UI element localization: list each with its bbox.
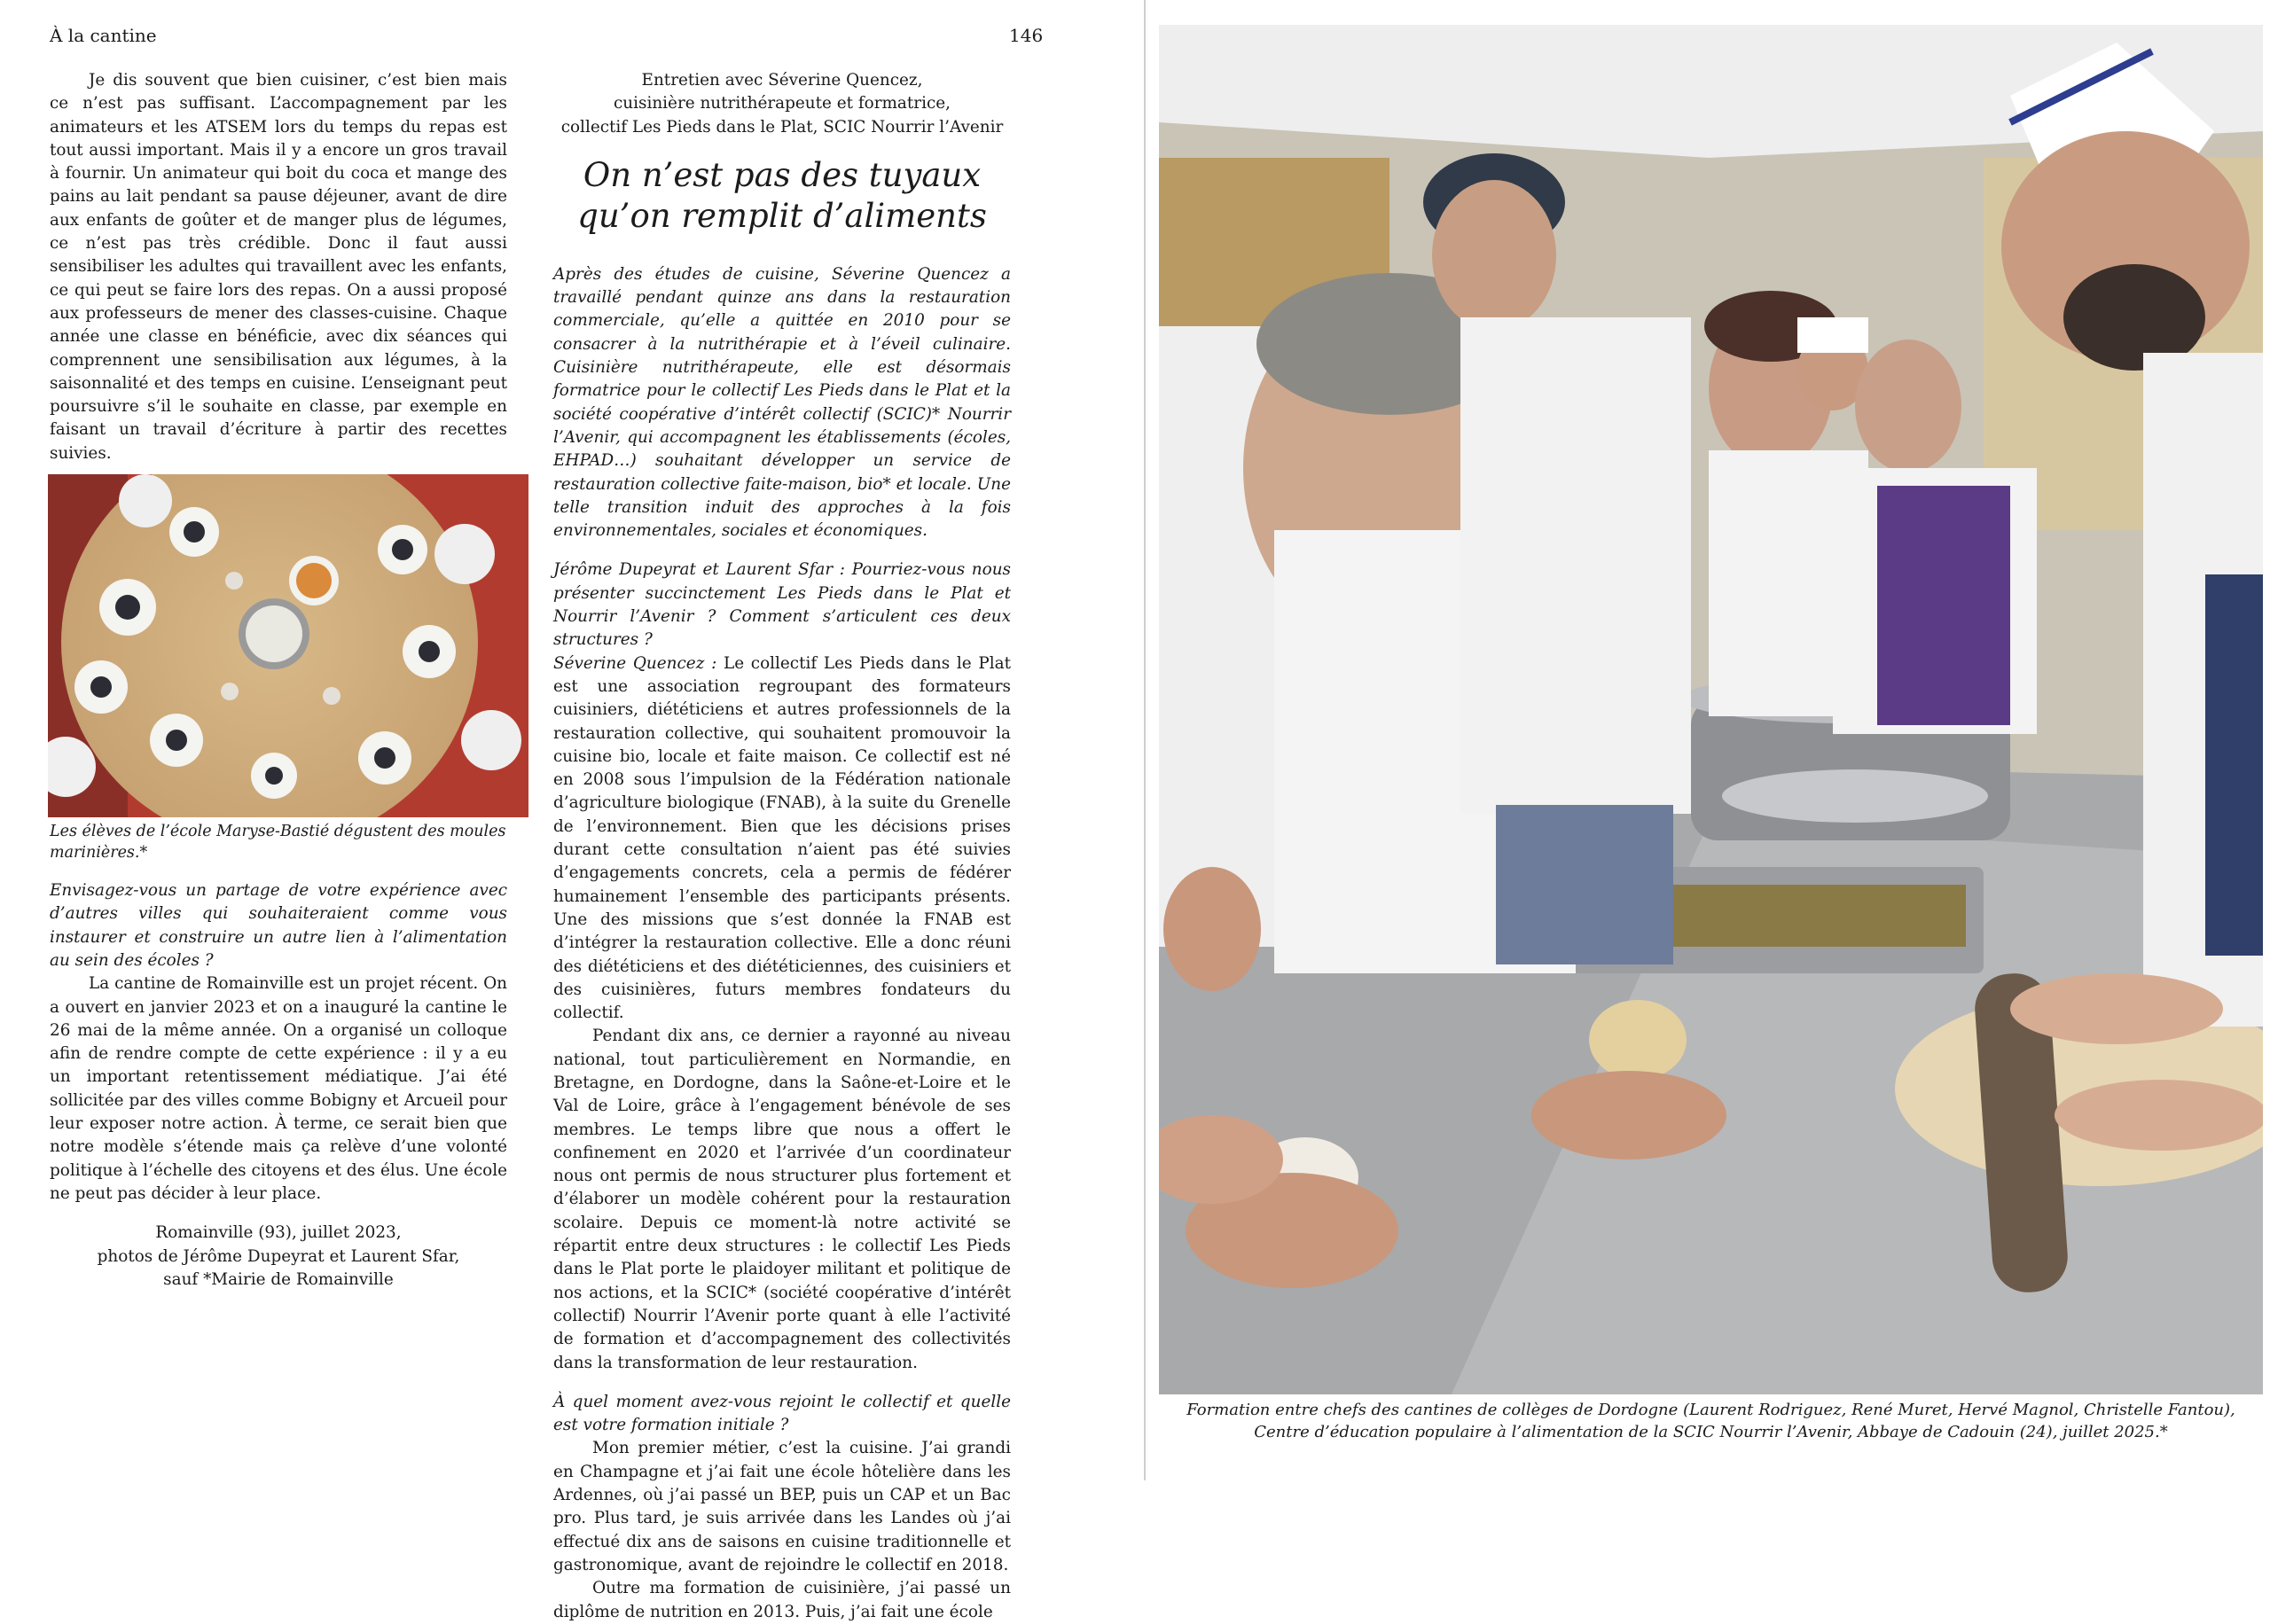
interview-head-line-3: collectif Les Pieds dans le Plat, SCIC Nourrir l’Avenir (560, 117, 1004, 137)
running-head: À la cantine (50, 25, 157, 46)
headline-line-1: On n’est pas des tuyaux (583, 155, 982, 194)
question-2: À quel moment avez-vous rejoint le collectif et quelle est votre formation initiale ? (553, 1392, 1011, 1435)
headline-line-2: qu’on remplit d’aliments (577, 196, 987, 235)
answer-1-speaker: Séverine Quencez : (553, 653, 717, 673)
chefs-training-photo (1159, 25, 2263, 1394)
answer-2-paragraph-2: Outre ma formation de cuisinière, j’ai passé un diplôme de nutrition en 2013. Puis, j’ai fait une école (553, 1579, 1011, 1621)
left-photo-caption: Les élèves de l’école Maryse-Bastié dégustent des moules marinières.* (50, 823, 506, 863)
chefs-training-illustration (1159, 25, 2263, 1394)
question-romainville: Envisagez-vous un partage de votre expérience avec d’autres villes qui souhaiteraient comme vous instaurer et construire un autre lien à l’alimentation au sein des écoles ? (50, 881, 507, 970)
page-number: 146 (1009, 25, 1044, 46)
answer-1-paragraph-2: Pendant dix ans, ce dernier a rayonné au niveau national, tout particulièrement en Normandie, en Bretagne, en Dordogne, dans la Saône-et-Loire et le Val de Loire, grâce à l’engagement bénévole de ses membres. Le temps libre que nous a offert le confinement en 2020 et l’arrivée d’un coordinateur nous ont permis de nous structurer plus fortement et d’élaborer un modèle cohérent pour la restauration scolaire. Depuis ce moment-là notre activité se répartit entre deux structures : le collectif Les Pieds dans le Plat porte le plaidoyer militant et politique de nos actions, et la SCIC* (société coopérative d’intérêt collectif) Nourrir l’Avenir porte quant à elle l’activité de formation et d’accompagnement des collectivités dans la transformation de leur restauration. (553, 1027, 1011, 1372)
right-photo-caption (1159, 1399, 2263, 1443)
right-caption-line-2: Centre d’éducation populaire à l’alimentation de la SCIC Nourrir l’Avenir, Abbaye de Cadouin (24), juillet 2025.* (1254, 1423, 2168, 1441)
right-column (553, 69, 1011, 1624)
answer-1-text: Le collectif Les Pieds dans le Plat est une association regroupant des formateurs cuisiniers, diététiciens et autres professionnels de la restauration collective, qui souhaitent promouvoir la cuisine bio, locale et faite maison. Ce collectif est né en 2008 sous l’impulsion de la Fédération nationale d’agriculture biologique (FNAB), à la suite du Grenelle de l’environnement. Bien que les décisions prises durant cette consultation n’aient pas été suivies d’engagements concrets, cela a permis de fédérer humainement l’ensemble des participants présents. Une des missions que s’est donnée la FNAB est d’intégrer la restauration collective. Elle a donc réuni des diététiciens et des diététiciennes, des cuisiniers et des cuisinières, futurs membres fondateurs du collectif. (553, 653, 1011, 1023)
answer-2-paragraph-1: Mon premier métier, c’est la cuisine. J’ai grandi en Champagne et j’ai fait une école hôtelière dans les Ardennes, où j’ai passé un BEP, puis un CAP et un Bac pro. Plus tard, je suis arrivée dans les Landes où j’ai effectué dix ans de saisons en cuisine traditionnelle et gastronomique, avant de rejoindre le collectif en 2018. (553, 1439, 1011, 1574)
lead-paragraph: Après des études de cuisine, Séverine Quencez a travaillé pendant quinze ans dans la restauration commerciale, qu’elle a quittée en 2010 pour se consacrer à la nutrithérapie et à l’éveil culinaire. Cuisinière nutrithérapeute, elle est désormais formatrice pour le collectif Les Pieds dans le Plat et la société coopérative d’intérêt collectif (SCIC)* Nourrir l’Avenir, qui accompagnent les établissements (écoles, EHPAD…) souhaitant développer un service de restauration collective faite-maison, bio* et locale. Une telle transition induit des approches à la fois environnementales, sociales et économiques. (553, 264, 1011, 541)
question-1: Jérôme Dupeyrat et Laurent Sfar : Pourriez-vous nous présenter succinctement Les Pieds dans le Plat et Nourrir l’Avenir ? Comment s’articulent ces deux structures ? (553, 560, 1011, 650)
right-page (1146, 0, 2270, 1480)
left-column (50, 69, 507, 1292)
children-lunch-photo (48, 474, 528, 817)
credit-line-3: sauf *Mairie de Romainville (163, 1269, 394, 1289)
interview-head-line-1: Entretien avec Séverine Quencez, (641, 71, 923, 90)
article-headline (553, 155, 1011, 237)
answer-romainville: La cantine de Romainville est un projet récent. On a ouvert en janvier 2023 et on a inauguré la cantine le 26 mai de la même année. On a organisé un colloque afin de rendre compte de cette expérience : il y a eu un important retentissement médiatique. J’ai été sollicitée par des villes comme Bobigny et Arcueil pour leur exposer notre action. À terme, ce serait bien que notre modèle s’étende mais ça relève d’une volonté politique à l’échelle des citoyens et des élus. Une école ne peut pas décider à leur place. (50, 974, 507, 1203)
interview-head-line-2: cuisinière nutrithérapeute et formatrice, (613, 94, 951, 113)
credit-line-2: photos de Jérôme Dupeyrat et Laurent Sfar, (97, 1246, 460, 1266)
right-caption-line-1: Formation entre chefs des cantines de collèges de Dordogne (Laurent Rodriguez, René Muret, Hervé Magnol, Christelle Fantou), (1186, 1401, 2235, 1419)
answer-1-paragraph-1 (553, 652, 1011, 1026)
intro-paragraph: Je dis souvent que bien cuisiner, c’est bien mais ce n’est pas suffisant. L’accompagnement par les animateurs et les ATSEM lors du temps du repas est tout aussi important. Mais il y a encore un gros travail à fournir. Un animateur qui boit du coca et mange des pains au lait pendant sa pause déjeuner, avant de dire aux enfants de goûter et de manger plus de légumes, ce n’est pas très crédible. Donc il faut aussi sensibiliser les adultes qui travaillent avec les enfants, ce qui peut se faire lors des repas. On a aussi proposé aux professeurs de mener des classes-cuisine. Chaque année une classe en bénéficie, avec dix séances qui comprennent une sensibilisation aux légumes, à la saisonnalité et des temps en cuisine. L’enseignant peut poursuivre s’il le souhaite en classe, par exemple en faisant un travail d’écriture à partir des recettes suivies. (50, 71, 507, 463)
credit-line-1: Romainville (93), juillet 2023, (155, 1223, 402, 1243)
children-lunch-illustration (48, 474, 528, 817)
